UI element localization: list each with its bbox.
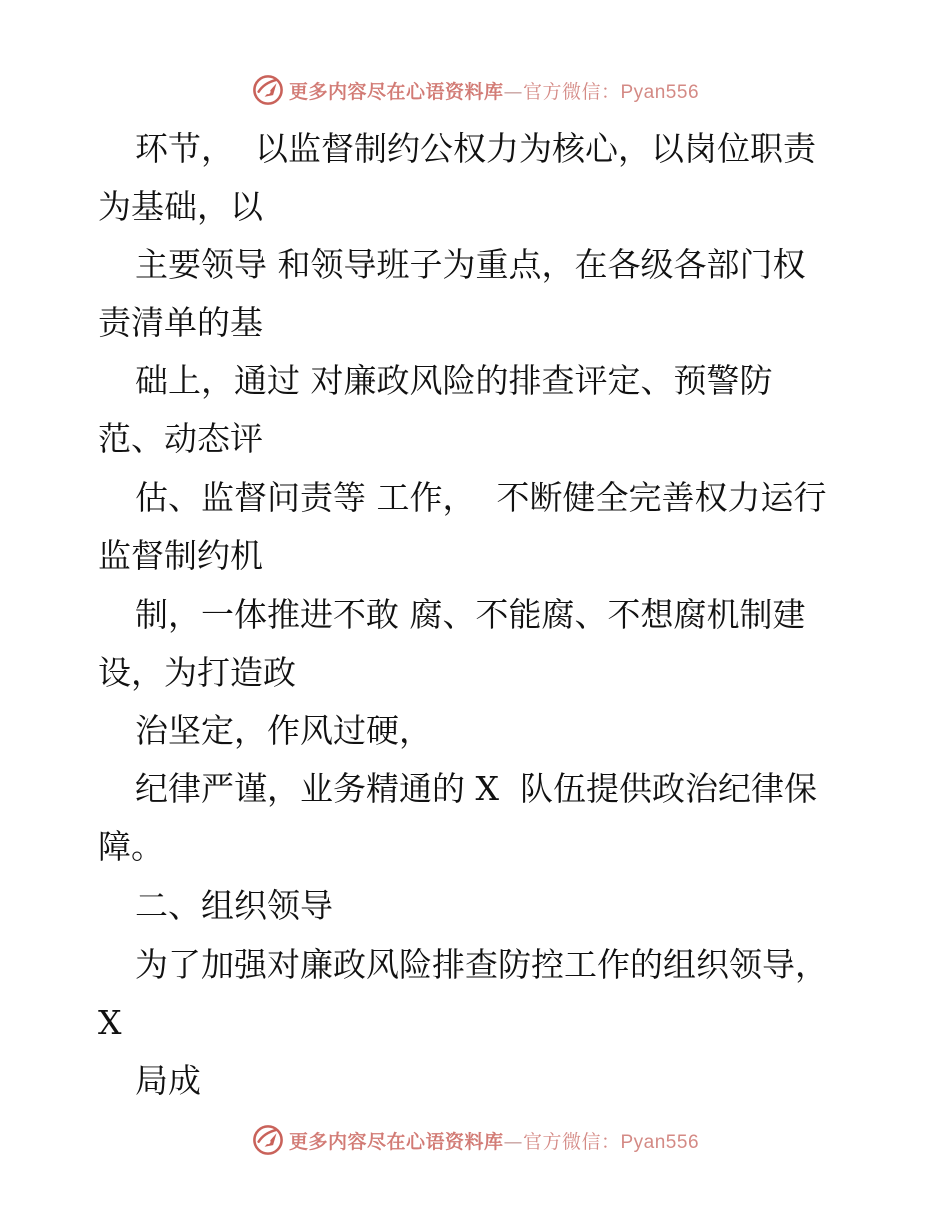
watermark-brand: 更多内容尽在心语资料库 bbox=[288, 1130, 504, 1153]
text-line: 范、动态评 bbox=[98, 419, 263, 458]
text-line: 为了加强对廉政风险排查防控工作的组织领导， bbox=[135, 945, 828, 984]
text-line: 础上，通过 对廉政风险的排查评定、预警防 bbox=[135, 361, 773, 400]
text-line: 纪律严谨，业务精通的 X 队伍提供政治纪律保 bbox=[135, 769, 817, 808]
text-line: 估、监督问责等 工作， 不断健全完善权力运行 bbox=[135, 478, 827, 517]
text-line: 责清单的基 bbox=[98, 303, 263, 342]
watermark-official: 官方微信： bbox=[522, 80, 621, 103]
text-line: 环节， 以监督制约公权力为核心，以岗位职责 bbox=[135, 129, 816, 168]
watermark-banner-bottom bbox=[0, 1120, 950, 1160]
text-line: 为基础，以 bbox=[98, 187, 263, 226]
section-heading: 二、组织领导 bbox=[135, 886, 333, 925]
text-line: X bbox=[98, 1003, 122, 1042]
pen-circle-logo-icon bbox=[251, 1123, 285, 1157]
watermark-separator: — bbox=[503, 80, 523, 103]
watermark-text bbox=[289, 1127, 699, 1154]
text-line: 障。 bbox=[98, 827, 164, 866]
text-line: 局成 bbox=[135, 1061, 201, 1100]
text-line: 治坚定，作风过硬， bbox=[135, 711, 432, 750]
text-line: 设，为打造政 bbox=[98, 653, 296, 692]
watermark-wechat-id: Pyan556 bbox=[620, 81, 700, 103]
text-line: 主要领导 和领导班子为重点，在各级各部门权 bbox=[135, 245, 806, 284]
watermark-brand: 更多内容尽在心语资料库 bbox=[288, 80, 504, 103]
watermark-wechat-id: Pyan556 bbox=[620, 1131, 700, 1153]
watermark-official: 官方微信： bbox=[522, 1130, 621, 1153]
watermark-separator: — bbox=[503, 1130, 523, 1153]
text-line: 监督制约机 bbox=[98, 536, 263, 575]
text-line: 制，一体推进不敢 腐、不能腐、不想腐机制建 bbox=[135, 595, 806, 634]
